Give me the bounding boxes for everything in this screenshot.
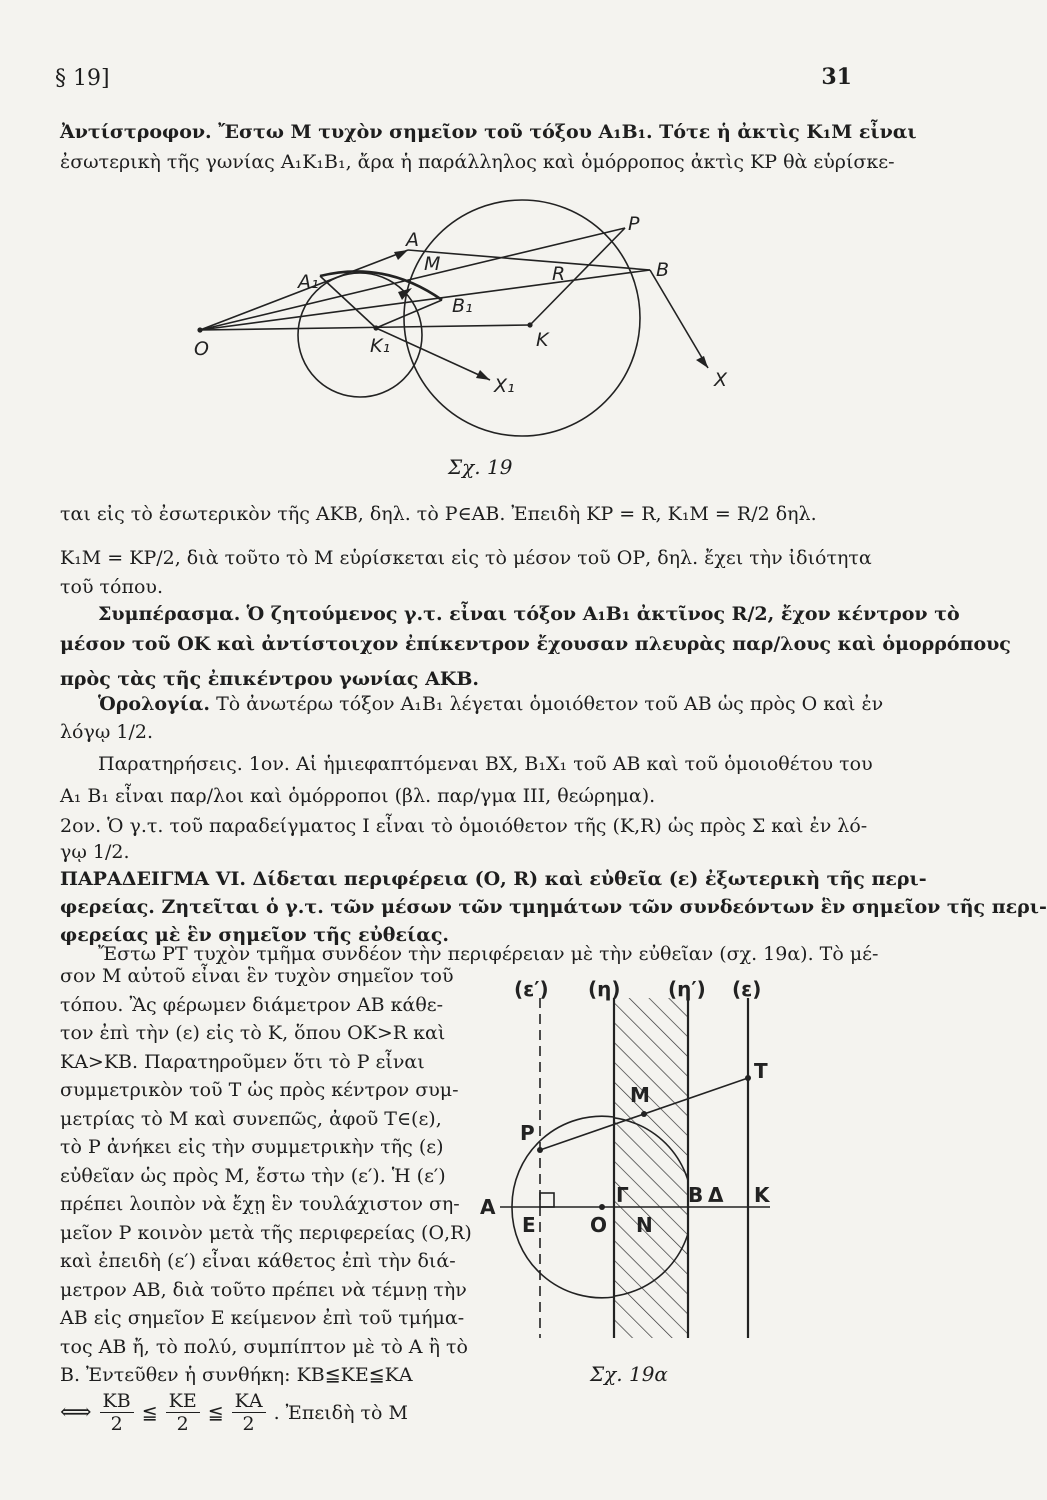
label-e: (ε): [732, 977, 762, 1001]
point-K1: [373, 325, 378, 330]
point-K: [527, 322, 532, 327]
fraction-den: 2: [110, 1413, 123, 1435]
label-A1: A₁: [298, 271, 319, 293]
figure-19a: [470, 978, 800, 1358]
relation-1: ≦: [141, 1401, 158, 1424]
remarks-line-4: γῳ 1/2.: [60, 841, 130, 863]
seg-BX: [650, 270, 708, 368]
label-X: X: [714, 369, 728, 391]
arrow-K1X1: [476, 370, 490, 380]
point-O: [599, 1204, 605, 1210]
remarks-line-2: Α₁ Β₁ εἶναι παρ/λοι καὶ ὁμόρροποι (βλ. παρ/γμα ΙΙΙ, θεώρημα).: [60, 785, 656, 807]
label-Delta: Δ: [708, 1183, 724, 1207]
point-P: [537, 1147, 543, 1153]
fraction-den: 2: [176, 1413, 189, 1435]
figure-19-caption: Σχ. 19: [448, 455, 513, 479]
column-line: εὐθεῖαν ὡς πρὸς Μ, ἔστω τὴν (ε′). Ἡ (ε′): [60, 1164, 446, 1187]
arrow-BX: [696, 356, 708, 368]
column-line: τος ΑΒ ἤ, τὸ πολύ, συμπίπτον μὲ τὸ Α ἢ τὸ: [60, 1335, 468, 1358]
fraction-num: ΚΒ: [100, 1390, 134, 1413]
right-angle-mark: [540, 1193, 554, 1207]
fraction-ke: [166, 1390, 200, 1435]
relation-2: ≦: [207, 1401, 224, 1424]
fraction-kb: [100, 1390, 134, 1435]
column-line: τον ἐπὶ τὴν (ε) εἰς τὸ Κ, ὅπου ΟΚ>R καὶ: [60, 1022, 446, 1044]
seg-K1B1: [376, 300, 442, 328]
label-X1: X₁: [494, 375, 515, 397]
column-line: μετρίας τὸ Μ καὶ συνεπῶς, ἀφοῦ Τ∈(ε),: [60, 1107, 442, 1130]
point-T: [745, 1075, 751, 1081]
equivalence-arrow: ⟺: [60, 1400, 92, 1425]
label-K: K: [754, 1183, 770, 1207]
hatched-band: [614, 998, 688, 1338]
left-column: [60, 962, 472, 1390]
text-line-3: τοῦ τόπου.: [60, 576, 164, 598]
example-line-1: ΠΑΡΑΔΕΙΓΜΑ VI. Δίδεται περιφέρεια (Ο, R) καὶ εὐθεῖα (ε) ἐξωτερικὴ τῆς περι-: [60, 868, 927, 890]
point-M: [641, 1111, 647, 1117]
fraction-num: ΚΕ: [166, 1390, 200, 1413]
label-A: A: [406, 229, 419, 251]
terminology-line-2: λόγῳ 1/2.: [60, 721, 153, 743]
column-line: τὸ Ρ ἀνήκει εἰς τὴν συμμετρικὴν τῆς (ε): [60, 1136, 444, 1158]
formula-tail: . Ἐπειδὴ τὸ Μ: [273, 1401, 408, 1424]
label-P: P: [520, 1121, 535, 1145]
terminology-label: Ὁρολογία.: [98, 693, 211, 715]
column-line: μετρον ΑΒ, διὰ τοῦτο πρέπει νὰ τέμνῃ τὴν: [60, 1278, 467, 1301]
label-B1: B₁: [452, 295, 473, 317]
remarks-text-1: 1ον. Αἱ ἡμιεφαπτόμεναι ΒΧ, Β₁Χ₁ τοῦ ΑΒ καὶ τοῦ ὁμοιοθέτου του: [248, 753, 873, 775]
remarks-label: Παρατηρήσεις.: [98, 753, 243, 775]
ray-OB: [200, 270, 650, 330]
label-R: R: [552, 263, 566, 285]
column-line: πρέπει λοιπὸν νὰ ἔχῃ ἓν τουλάχιστον ση-: [60, 1193, 460, 1215]
terminology-line-1: [60, 690, 884, 718]
example-line-3: φερείας μὲ ἓν σημεῖον τῆς εὐθείας.: [60, 924, 450, 946]
label-e-prime: (ε′): [514, 977, 549, 1001]
section-marker: § 19]: [55, 66, 110, 91]
terminology-text-1: Τὸ ἀνωτέρω τόξον Α₁Β₁ λέγεται ὁμοιόθετον τοῦ ΑΒ ὡς πρὸς Ο καὶ ἐν: [216, 693, 884, 715]
fraction-den: 2: [242, 1413, 255, 1435]
text-line-2: Κ₁Μ = ΚΡ/2, διὰ τοῦτο τὸ Μ εὑρίσκεται εἰς τὸ μέσον τοῦ ΟΡ, δηλ. ἔχει τὴν ἰδιότητα: [60, 547, 872, 569]
fraction-ka: [232, 1390, 266, 1435]
conclusion-line-1: [60, 600, 960, 628]
point-O: [197, 327, 202, 332]
converse-line-1: Ἀντίστροφον. Ἔστω Μ τυχὸν σημεῖον τοῦ τόξου Α₁Β₁. Τότε ἡ ἀκτὶς Κ₁Μ εἶναι: [60, 121, 917, 143]
conclusion-text-1: Ὁ ζητούμενος γ.τ. εἶναι τόξον Α₁Β₁ ἀκτῖνος R/2, ἔχον κέντρον τὸ: [246, 603, 960, 625]
label-B: B: [688, 1183, 704, 1207]
remarks-line-3: 2ον. Ὁ γ.τ. τοῦ παραδείγματος Ι εἶναι τὸ ὁμοιόθετον τῆς (K,R) ὡς πρὸς Σ καὶ ἐν λό-: [60, 815, 868, 837]
converse-line-2: ἐσωτερικὴ τῆς γωνίας Α₁Κ₁Β₁, ἄρα ἡ παράλληλος καὶ ὁμόρροπος ἀκτὶς ΚΡ θὰ εὑρίσκε-: [60, 151, 895, 173]
column-line: καὶ ἐπειδὴ (ε′) εἶναι κάθετος ἐπὶ τὴν διά-: [60, 1250, 456, 1272]
label-A: A: [480, 1195, 496, 1219]
label-M: M: [630, 1083, 650, 1107]
formula-line: [60, 1390, 408, 1435]
text-line-1: ται εἰς τὸ ἐσωτερικὸν τῆς ΑΚΒ, δηλ. τὸ Ρ∈ΑΒ. Ἐπειδὴ ΚΡ = R, Κ₁Μ = R/2 δηλ.: [60, 503, 817, 525]
label-E: E: [522, 1213, 536, 1237]
body-line-full: Ἔστω ΡΤ τυχὸν τμῆμα συνδέον τὴν περιφέρειαν μὲ τὴν εὐθεῖαν (σχ. 19α). Τὸ μέ-: [98, 943, 879, 965]
conclusion-label: Συμπέρασμα.: [98, 603, 241, 625]
example-line-2: φερείας. Ζητεῖται ὁ γ.τ. τῶν μέσων τῶν τμημάτων τῶν συνδεόντων ἓν σημεῖον τῆς περι-: [60, 896, 1047, 918]
column-line: ΚΑ>ΚΒ. Παρατηροῦμεν ὅτι τὸ Ρ εἶναι: [60, 1050, 425, 1073]
column-line: τόπου. Ἂς φέρωμεν διάμετρον ΑΒ κάθε-: [60, 993, 444, 1016]
label-Gamma: Γ: [616, 1183, 629, 1207]
seg-KP: [530, 228, 625, 325]
fraction-num: ΚΑ: [232, 1390, 266, 1413]
label-O: O: [590, 1213, 608, 1237]
column-line: ΑΒ εἰς σημεῖον Ε κείμενον ἐπὶ τοῦ τμήμα-: [60, 1307, 465, 1329]
remarks-line-1: [60, 750, 873, 778]
ray-OK: [200, 325, 530, 330]
label-B: B: [656, 259, 670, 281]
conclusion-line-2: μέσον τοῦ ΟΚ καὶ ἀντίστοιχον ἐπίκεντρον ἔχουσαν πλευρὰς παρ/λους καὶ ὁμορρόπους: [60, 633, 1011, 655]
arrow-OA: [394, 250, 408, 260]
label-M: M: [424, 253, 441, 275]
column-line: συμμετρικὸν τοῦ Τ ὡς πρὸς κέντρον συμ-: [60, 1079, 459, 1101]
label-eta: (η): [588, 977, 621, 1001]
label-O: O: [194, 338, 209, 360]
column-line: σον Μ αὐτοῦ εἶναι ἓν τυχὸν σημεῖον τοῦ: [60, 965, 454, 987]
conclusion-line-3: πρὸς τὰς τῆς ἐπικέντρου γωνίας ΑΚΒ.: [60, 668, 480, 690]
page-number: 31: [821, 64, 852, 90]
label-N: N: [636, 1213, 653, 1237]
seg-K1A1: [320, 276, 376, 328]
seg-K1X1: [376, 328, 490, 380]
seg-AB-chord: [408, 250, 650, 270]
label-T: T: [754, 1059, 768, 1083]
column-line: Β. Ἐντεῦθεν ἡ συνθήκη: ΚΒ≦ΚΕ≦ΚΑ: [60, 1364, 413, 1386]
label-eta-prime: (η′): [668, 977, 706, 1001]
column-line: μεῖον Ρ κοινὸν μετὰ τῆς περιφερείας (Ο,R): [60, 1221, 472, 1244]
big-circle: [404, 200, 640, 436]
figure-19: [180, 200, 740, 475]
label-K1: K₁: [370, 335, 391, 357]
label-P: P: [628, 213, 640, 235]
figure-19a-caption: Σχ. 19α: [590, 1362, 668, 1386]
label-K: K: [536, 329, 549, 351]
